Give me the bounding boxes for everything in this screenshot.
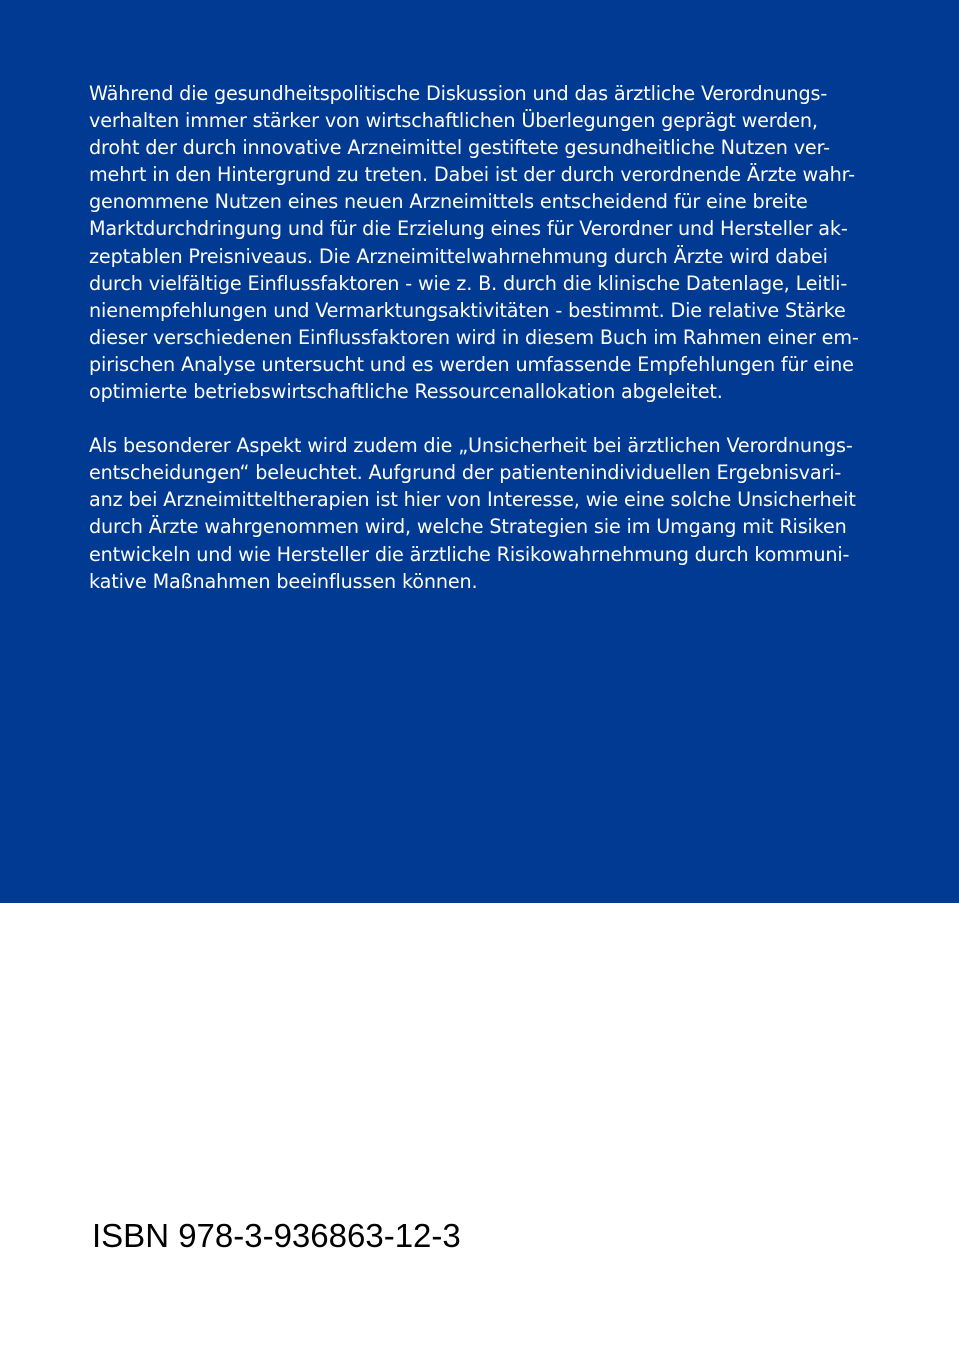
text-line: mehrt in den Hintergrund zu treten. Dabei ist der durch verordnende Ärzte wahr- xyxy=(89,163,855,187)
text-line: verhalten immer stärker von wirtschaftlichen Überlegungen geprägt werden, xyxy=(89,109,818,133)
text-line: entwickeln und wie Hersteller die ärztliche Risikowahrnehmung durch kommuni- xyxy=(89,542,850,566)
text-line: droht der durch innovative Arzneimittel gestiftete gesundheitliche Nutzen ver- xyxy=(89,136,830,160)
text-line: kative Maßnahmen beeinflussen können. xyxy=(89,569,478,593)
text-line: entscheidungen“ beleuchtet. Aufgrund der patientenindividuellen Ergebnisvari- xyxy=(89,461,842,485)
text-line: durch vielfältige Einflussfaktoren - wie z. B. durch die klinische Datenlage, Leitli- xyxy=(89,271,848,295)
text-line: genommene Nutzen eines neuen Arzneimittels entscheidend für eine breite xyxy=(89,190,808,214)
text-line: nienempfehlungen und Vermarktungsaktivitäten - bestimmt. Die relative Stärke xyxy=(89,298,846,322)
blurb-text xyxy=(89,80,937,595)
text-line: Während die gesundheitspolitische Diskussion und das ärztliche Verordnungs- xyxy=(89,82,828,105)
paragraph-gap xyxy=(89,405,937,432)
text-line: durch Ärzte wahrgenommen wird, welche Strategien sie im Umgang mit Risiken xyxy=(89,515,847,539)
isbn-number: ISBN 978-3-936863-12-3 xyxy=(92,1217,461,1254)
text-line: optimierte betriebswirtschaftliche Ressourcenallokation abgeleitet. xyxy=(89,380,723,404)
paragraph-1 xyxy=(89,80,937,405)
paragraph-2 xyxy=(89,432,937,595)
text-line: dieser verschiedenen Einflussfaktoren wird in diesem Buch im Rahmen einer em- xyxy=(89,325,859,349)
text-line: pirischen Analyse untersucht und es werden umfassende Empfehlungen für eine xyxy=(89,352,854,376)
text-line: Als besonderer Aspekt wird zudem die „Unsicherheit bei ärztlichen Verordnungs- xyxy=(89,434,853,458)
text-line: anz bei Arzneimitteltherapien ist hier von Interesse, wie eine solche Unsicherheit xyxy=(89,488,856,512)
text-line: zeptablen Preisniveaus. Die Arzneimittelwahrnehmung durch Ärzte wird dabei xyxy=(89,244,828,268)
text-line: Marktdurchdringung und für die Erzielung eines für Verordner und Hersteller ak- xyxy=(89,217,848,241)
